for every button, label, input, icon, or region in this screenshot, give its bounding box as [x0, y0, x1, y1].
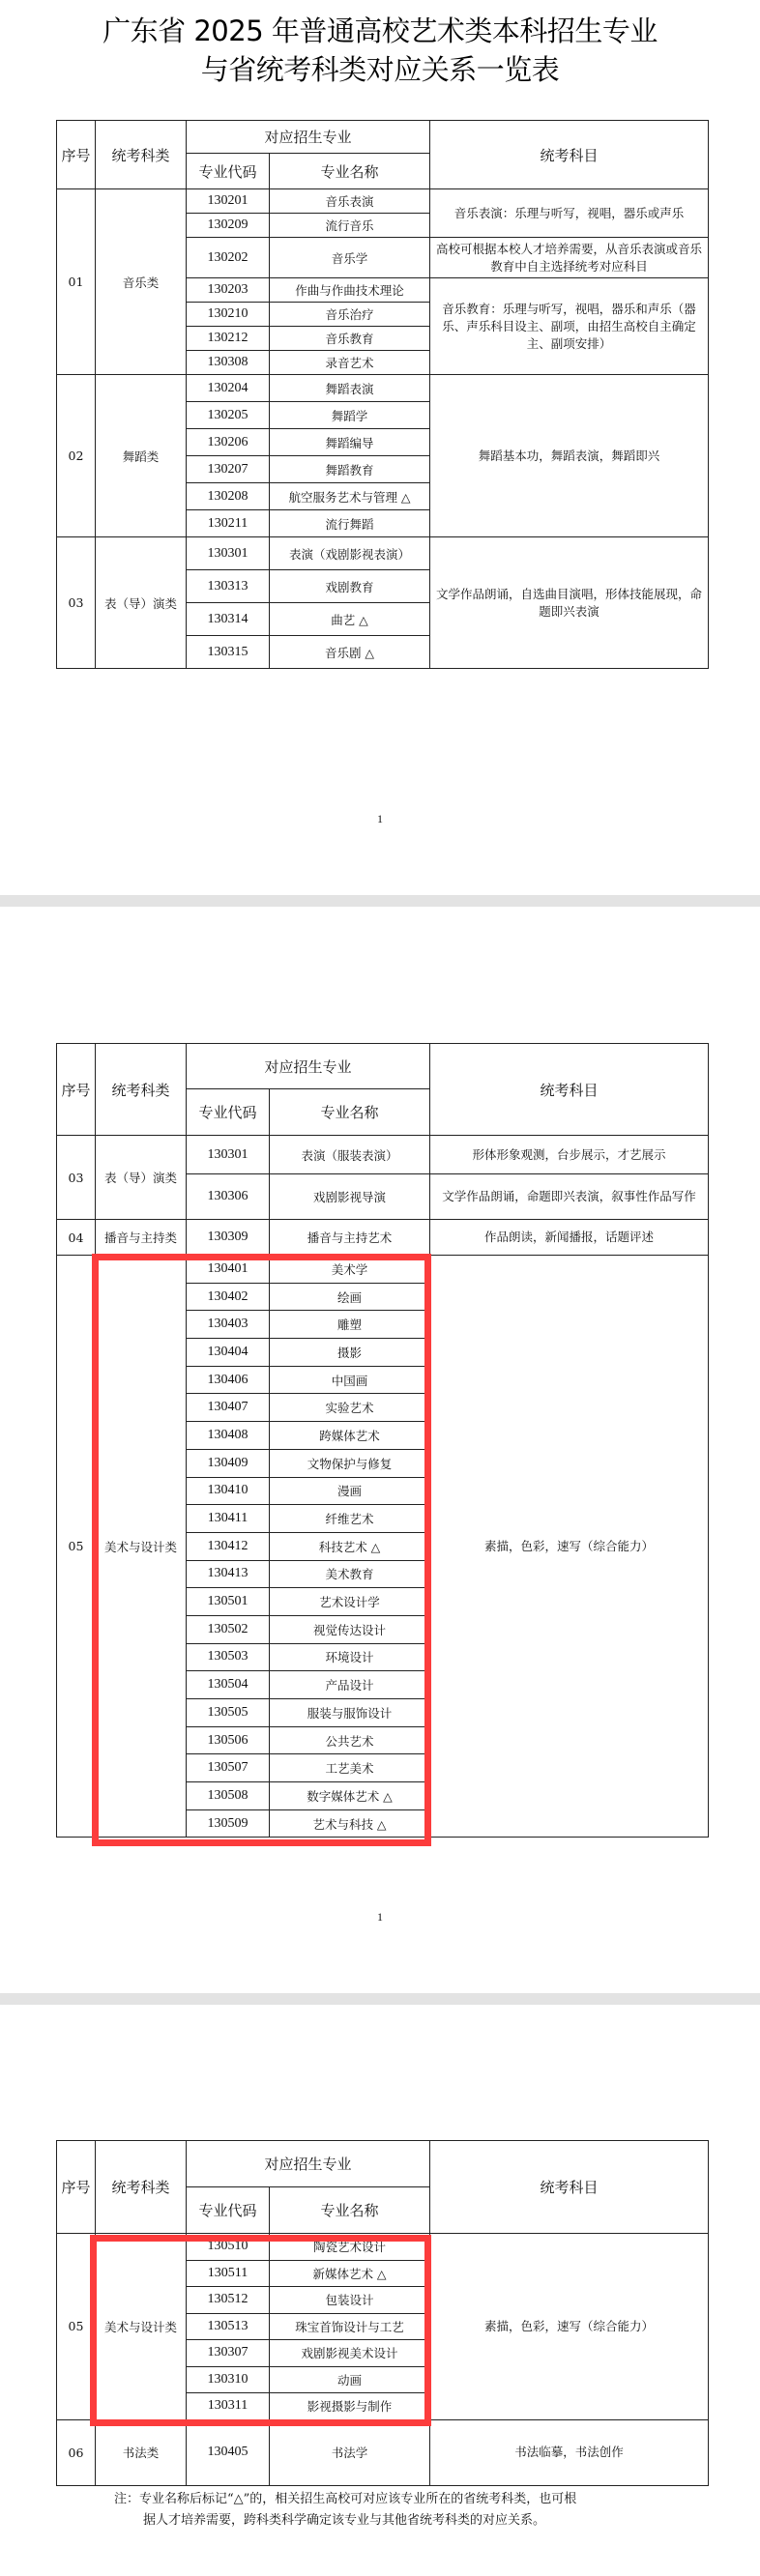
- name-cell: 动画: [270, 2366, 430, 2393]
- code-cell: 130509: [187, 1809, 270, 1838]
- name-cell: 舞蹈编导: [270, 429, 430, 456]
- seq-cell: 05: [57, 1256, 96, 1838]
- name-cell: 舞蹈学: [270, 402, 430, 429]
- table-page-3: [56, 2140, 709, 2486]
- page-3: [0, 2005, 760, 2576]
- footnote: [56, 2489, 708, 2532]
- code-cell: 130513: [187, 2313, 270, 2340]
- code-cell: 130410: [187, 1477, 270, 1505]
- category-cell: 音乐类: [96, 189, 187, 375]
- code-cell: 130314: [187, 603, 270, 636]
- footnote-line-2: 据人才培养需要，跨科类科学确定该专业与其他省统考科类的对应关系。: [143, 2513, 546, 2528]
- code-cell: 130508: [187, 1782, 270, 1810]
- page-number: 1: [377, 1910, 383, 1924]
- code-cell: 130506: [187, 1726, 270, 1754]
- code-cell: 130411: [187, 1505, 270, 1533]
- seq-cell: 04: [57, 1220, 96, 1256]
- subjects-cell: 形体形象观测，台步展示，才艺展示: [430, 1136, 709, 1174]
- code-cell: 130211: [187, 510, 270, 537]
- header-subjects: 统考科目: [430, 121, 709, 189]
- name-cell: 纤维艺术: [270, 1505, 430, 1533]
- name-cell: 产品设计: [270, 1671, 430, 1699]
- name-cell: 陶瓷艺术设计: [270, 2234, 430, 2261]
- code-cell: 130308: [187, 351, 270, 375]
- header-code: 专业代码: [187, 2187, 270, 2234]
- code-cell: 130407: [187, 1394, 270, 1422]
- category-cell: 美术与设计类: [96, 2234, 187, 2420]
- code-cell: 130501: [187, 1588, 270, 1616]
- page-1: [0, 0, 760, 895]
- category-cell: 书法类: [96, 2419, 187, 2485]
- code-cell: 130208: [187, 483, 270, 510]
- subjects-cell: 音乐表演：乐理与听写，视唱，器乐或声乐: [430, 189, 709, 238]
- header-name: 专业名称: [270, 1089, 430, 1136]
- header-major-group: 对应招生专业: [187, 121, 430, 154]
- code-cell: 130209: [187, 214, 270, 238]
- page-number: 1: [377, 812, 383, 825]
- code-cell: 130301: [187, 1136, 270, 1174]
- code-cell: 130204: [187, 375, 270, 402]
- name-cell: 跨媒体艺术: [270, 1422, 430, 1450]
- header-name: 专业名称: [270, 2187, 430, 2234]
- code-cell: 130402: [187, 1283, 270, 1311]
- header-seq: 序号: [57, 1044, 96, 1136]
- name-cell: 美术教育: [270, 1560, 430, 1588]
- seq-cell: 06: [57, 2419, 96, 2485]
- name-cell: 表演（服装表演）: [270, 1136, 430, 1174]
- code-cell: 130207: [187, 456, 270, 483]
- name-cell: 舞蹈教育: [270, 456, 430, 483]
- header-name: 专业名称: [270, 154, 430, 189]
- subjects-cell: 文学作品朗诵，命题即兴表演，叙事性作品写作: [430, 1174, 709, 1220]
- name-cell: 音乐教育: [270, 327, 430, 351]
- table-row: [57, 2234, 709, 2261]
- code-cell: 130203: [187, 278, 270, 303]
- name-cell: 音乐剧 △: [270, 636, 430, 669]
- header-subjects: 统考科目: [430, 2141, 709, 2234]
- seq-cell: 03: [57, 537, 96, 669]
- table-page-2: [56, 1043, 709, 1838]
- footnote-line-1: 注：专业名称后标记“△”的，相关招生高校可对应该专业所在的省统考科类，也可根: [114, 2492, 577, 2506]
- code-cell: 130301: [187, 537, 270, 570]
- code-cell: 130403: [187, 1311, 270, 1339]
- name-cell: 数字媒体艺术 △: [270, 1782, 430, 1810]
- header-major-group: 对应招生专业: [187, 1044, 430, 1089]
- name-cell: 服装与服饰设计: [270, 1699, 430, 1727]
- code-cell: 130307: [187, 2340, 270, 2367]
- name-cell: 中国画: [270, 1366, 430, 1394]
- subjects-cell: 书法临摹，书法创作: [430, 2419, 709, 2485]
- page-2: [0, 907, 760, 1997]
- header-code: 专业代码: [187, 1089, 270, 1136]
- code-cell: 130406: [187, 1366, 270, 1394]
- code-cell: 130201: [187, 189, 270, 214]
- table-row: [57, 189, 709, 214]
- header-seq: 序号: [57, 2141, 96, 2234]
- code-cell: 130206: [187, 429, 270, 456]
- name-cell: 摄影: [270, 1339, 430, 1367]
- name-cell: 珠宝首饰设计与工艺: [270, 2313, 430, 2340]
- code-cell: 130412: [187, 1532, 270, 1560]
- code-cell: 130512: [187, 2287, 270, 2314]
- subjects-cell: 音乐教育：乐理与听写，视唱，器乐和声乐（器乐、声乐科目设主、副项，由招生高校自主确定主、副项安排）: [430, 278, 709, 375]
- doc-title-line-1: 广东省 2025 年普通高校艺术类本科招生专业: [102, 14, 658, 47]
- name-cell: 表演（戏剧影视表演）: [270, 537, 430, 570]
- header-category: 统考科类: [96, 2141, 187, 2234]
- name-cell: 戏剧影视导演: [270, 1174, 430, 1220]
- name-cell: 绘画: [270, 1283, 430, 1311]
- subjects-cell: 素描，色彩，速写（综合能力）: [430, 2234, 709, 2420]
- name-cell: 包装设计: [270, 2287, 430, 2314]
- subjects-cell: 作品朗读，新闻播报，话题评述: [430, 1220, 709, 1256]
- page-separator: [0, 895, 760, 907]
- name-cell: 播音与主持艺术: [270, 1220, 430, 1256]
- name-cell: 戏剧教育: [270, 570, 430, 603]
- name-cell: 艺术设计学: [270, 1588, 430, 1616]
- page-separator: [0, 1993, 760, 2005]
- name-cell: 雕塑: [270, 1311, 430, 1339]
- category-cell: 舞蹈类: [96, 375, 187, 537]
- table-row: [57, 1220, 709, 1256]
- seq-cell: 05: [57, 2234, 96, 2420]
- category-cell: 播音与主持类: [96, 1220, 187, 1256]
- code-cell: 130311: [187, 2393, 270, 2420]
- header-code: 专业代码: [187, 154, 270, 189]
- name-cell: 美术学: [270, 1256, 430, 1284]
- name-cell: 流行舞蹈: [270, 510, 430, 537]
- code-cell: 130510: [187, 2234, 270, 2261]
- name-cell: 影视摄影与制作: [270, 2393, 430, 2420]
- code-cell: 130205: [187, 402, 270, 429]
- name-cell: 公共艺术: [270, 1726, 430, 1754]
- code-cell: 130503: [187, 1643, 270, 1671]
- code-cell: 130507: [187, 1754, 270, 1782]
- name-cell: 新媒体艺术 △: [270, 2260, 430, 2287]
- code-cell: 130405: [187, 2419, 270, 2485]
- name-cell: 戏剧影视美术设计: [270, 2340, 430, 2367]
- category-cell: 表（导）演类: [96, 537, 187, 669]
- seq-cell: 01: [57, 189, 96, 375]
- subjects-cell: 素描，色彩，速写（综合能力）: [430, 1256, 709, 1838]
- name-cell: 音乐治疗: [270, 303, 430, 327]
- table-page-1: [56, 120, 709, 669]
- name-cell: 视觉传达设计: [270, 1615, 430, 1643]
- seq-cell: 02: [57, 375, 96, 537]
- name-cell: 漫画: [270, 1477, 430, 1505]
- code-cell: 130502: [187, 1615, 270, 1643]
- code-cell: 130315: [187, 636, 270, 669]
- header-subjects: 统考科目: [430, 1044, 709, 1136]
- code-cell: 130309: [187, 1220, 270, 1256]
- name-cell: 航空服务艺术与管理 △: [270, 483, 430, 510]
- name-cell: 音乐学: [270, 238, 430, 278]
- code-cell: 130404: [187, 1339, 270, 1367]
- name-cell: 音乐表演: [270, 189, 430, 214]
- subjects-cell: 高校可根据本校人才培养需要，从音乐表演或音乐教育中自主选择统考对应科目: [430, 238, 709, 278]
- name-cell: 流行音乐: [270, 214, 430, 238]
- code-cell: 130408: [187, 1422, 270, 1450]
- name-cell: 工艺美术: [270, 1754, 430, 1782]
- code-cell: 130401: [187, 1256, 270, 1284]
- subjects-cell: 文学作品朗诵，自选曲目演唱，形体技能展现，命题即兴表演: [430, 537, 709, 669]
- name-cell: 书法学: [270, 2419, 430, 2485]
- table-row: [57, 537, 709, 570]
- code-cell: 130511: [187, 2260, 270, 2287]
- code-cell: 130504: [187, 1671, 270, 1699]
- code-cell: 130212: [187, 327, 270, 351]
- table-row: [57, 2419, 709, 2485]
- code-cell: 130505: [187, 1699, 270, 1727]
- name-cell: 舞蹈表演: [270, 375, 430, 402]
- category-cell: 美术与设计类: [96, 1256, 187, 1838]
- code-cell: 130310: [187, 2366, 270, 2393]
- code-cell: 130210: [187, 303, 270, 327]
- doc-title-line-2: 与省统考科类对应关系一览表: [200, 53, 560, 86]
- name-cell: 曲艺 △: [270, 603, 430, 636]
- code-cell: 130409: [187, 1449, 270, 1477]
- name-cell: 艺术与科技 △: [270, 1809, 430, 1838]
- header-category: 统考科类: [96, 1044, 187, 1136]
- table-row: [57, 1256, 709, 1284]
- code-cell: 130413: [187, 1560, 270, 1588]
- code-cell: 130306: [187, 1174, 270, 1220]
- name-cell: 实验艺术: [270, 1394, 430, 1422]
- seq-cell: 03: [57, 1136, 96, 1220]
- table-row: [57, 375, 709, 402]
- header-seq: 序号: [57, 121, 96, 189]
- category-cell: 表（导）演类: [96, 1136, 187, 1220]
- code-cell: 130202: [187, 238, 270, 278]
- subjects-cell: 舞蹈基本功，舞蹈表演，舞蹈即兴: [430, 375, 709, 537]
- table-row: [57, 1136, 709, 1174]
- header-category: 统考科类: [96, 121, 187, 189]
- name-cell: 文物保护与修复: [270, 1449, 430, 1477]
- name-cell: 环境设计: [270, 1643, 430, 1671]
- name-cell: 录音艺术: [270, 351, 430, 375]
- name-cell: 作曲与作曲技术理论: [270, 278, 430, 303]
- code-cell: 130313: [187, 570, 270, 603]
- header-major-group: 对应招生专业: [187, 2141, 430, 2187]
- name-cell: 科技艺术 △: [270, 1532, 430, 1560]
